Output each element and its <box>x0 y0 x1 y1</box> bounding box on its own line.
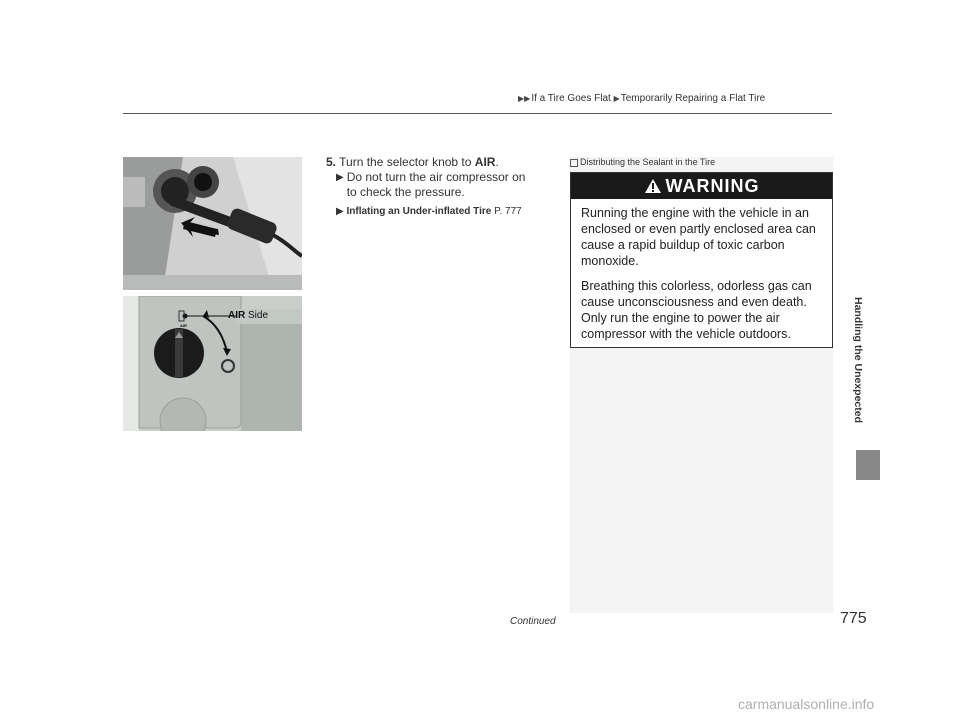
arrow-icon: ▶ <box>336 172 344 183</box>
watermark: carmanualsonline.info <box>738 696 875 712</box>
note-header <box>570 157 715 167</box>
step-5 <box>326 155 561 219</box>
knob-air-mark: AIR <box>180 323 187 328</box>
step-instruction <box>326 155 561 170</box>
breadcrumb <box>518 93 765 104</box>
warning-box <box>570 172 833 348</box>
warning-body <box>571 199 832 342</box>
step-period: . <box>495 155 499 169</box>
note-header-text: Distributing the Sealant in the Tire <box>580 157 716 167</box>
arrow-icon: ▶▶ <box>518 94 531 103</box>
warning-paragraph-2: Breathing this colorless, odorless gas can cause unconsciousness and even death. Only run the engine to power the air compressor with the vehicle outdoors. <box>581 279 812 341</box>
step-air: AIR <box>474 155 496 169</box>
reference-label: Inflating an Under-inflated Tire <box>346 206 492 217</box>
step-subnote-text: Do not turn the air compressor on to check the pressure. <box>346 170 526 199</box>
cross-reference[interactable] <box>336 204 561 219</box>
step-text: Turn the selector knob to <box>339 155 475 169</box>
warning-triangle-icon <box>644 178 662 194</box>
selector-knob-photo <box>123 296 302 431</box>
socket-photo <box>123 157 302 290</box>
chapter-side-text: Handling the Unexpected <box>852 296 864 424</box>
warning-title <box>571 173 832 199</box>
breadcrumb-section: If a Tire Goes Flat <box>531 93 611 104</box>
reference-page: P. 777 <box>494 206 522 217</box>
page-number: 775 <box>840 610 867 627</box>
chapter-side-label <box>838 270 878 450</box>
chapter-tab <box>856 450 880 480</box>
note-icon <box>570 159 578 167</box>
side-callout-label: Side <box>248 310 269 321</box>
breadcrumb-topic: Temporarily Repairing a Flat Tire <box>620 93 766 104</box>
air-callout-label: AIR <box>228 310 246 321</box>
warning-paragraph-1: Running the engine with the vehicle in an enclosed or even partly enclosed area can cause a rapid buildup of toxic carbon monoxide. <box>581 206 816 268</box>
header-rule <box>123 113 832 114</box>
warning-title-text: WARNING <box>665 175 760 196</box>
step-number: 5. <box>326 155 337 169</box>
continued-label: Continued <box>510 616 556 627</box>
air-side-callout <box>228 310 268 321</box>
step-subnote <box>336 170 561 200</box>
arrow-icon: ▶ <box>613 94 620 103</box>
reference-icon: ▶ <box>336 206 344 217</box>
